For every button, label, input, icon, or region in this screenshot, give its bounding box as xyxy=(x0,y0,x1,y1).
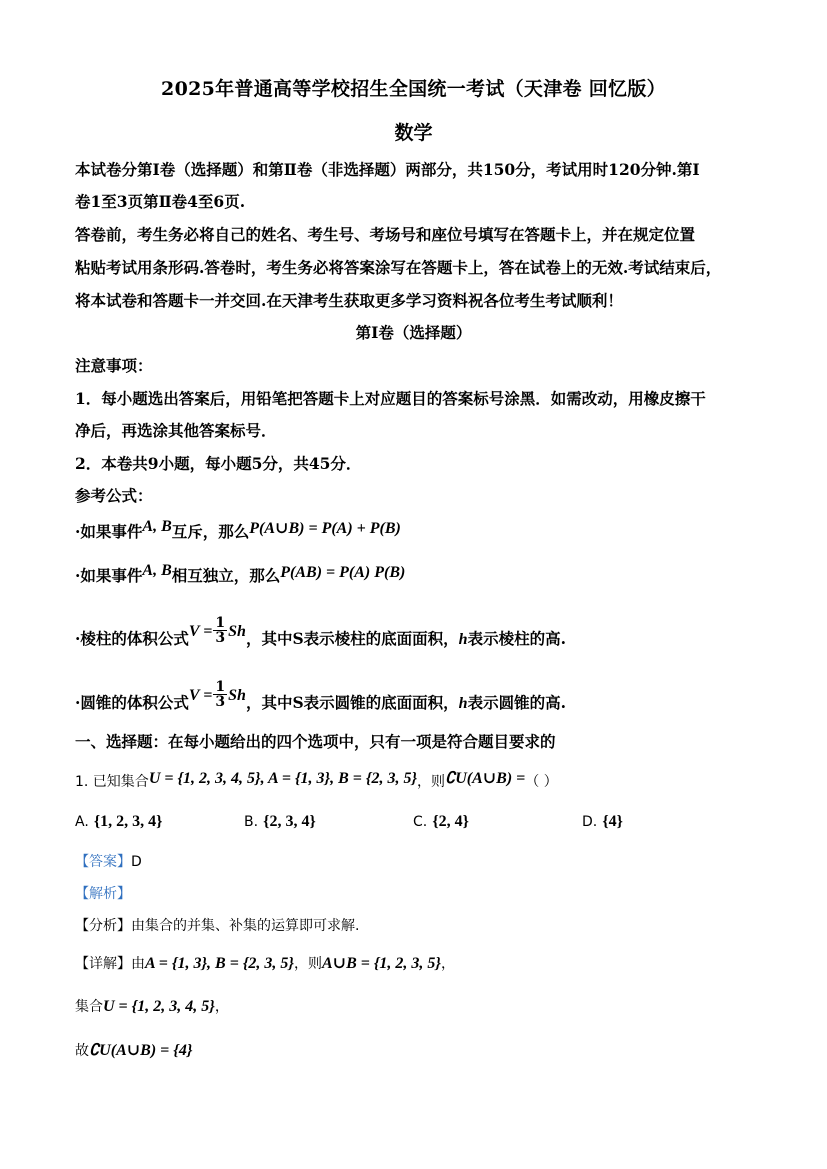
formula-4-numerator: 1 xyxy=(215,679,226,695)
option-b xyxy=(244,811,316,831)
section1-heading: 第Ⅰ卷（选择题） xyxy=(355,323,472,342)
option-b-value: {2, 3, 4} xyxy=(263,813,316,830)
formula-1-vars: A, B xyxy=(142,518,172,535)
formula-4-fraction xyxy=(213,680,227,709)
detail-given-sets: A = {1, 3}, B = {2, 3, 5} xyxy=(145,955,294,972)
formula-2-prefix: ·如果事件 xyxy=(75,566,143,585)
formula-1-mid: 互斥，那么 xyxy=(171,522,250,541)
detail-line-3 xyxy=(75,1040,765,1060)
formula-2-expression: P(AB) = P(A) P(B) xyxy=(280,564,406,581)
formula-4-prefix: ·圆锥的体积公式 xyxy=(75,693,189,712)
notes-item2: 2．本卷共9小题，每小题5分，共45分． xyxy=(75,454,362,473)
formula-3-lhs: V = xyxy=(188,623,213,640)
question-1-expression: ∁U(A∪B) = xyxy=(445,770,526,787)
fenxi-text: 由集合的并集、补集的运算即可求解. xyxy=(131,918,360,934)
option-c-label: C. xyxy=(413,814,428,830)
question-1-stem xyxy=(75,768,765,791)
formula-3-numerator: 1 xyxy=(215,615,226,631)
formula-4-lhs: V = xyxy=(188,687,213,704)
answer-tag: 【答案】 xyxy=(75,854,131,870)
intro-line-5: 将本试卷和答题卡一并交回.在天津考生获取更多学习资料祝各位考生考试顺利！ xyxy=(75,291,623,310)
formula-3-prefix: ·棱柱的体积公式 xyxy=(75,629,189,648)
option-c xyxy=(413,811,469,831)
detail-line-2-suffix: ， xyxy=(214,999,229,1015)
intro-line-1: 本试卷分第Ⅰ卷（选择题）和第Ⅱ卷（非选择题）两部分，共150分，考试用时120分钟.第Ⅰ xyxy=(75,160,700,179)
formula-3-suffix-2: 表示棱柱的高. xyxy=(467,629,566,648)
formulas-heading: 参考公式： xyxy=(75,486,153,505)
detail-universal-set: U = {1, 2, 3, 4, 5} xyxy=(103,998,215,1015)
subject-title: 数学 xyxy=(394,122,433,144)
formula-3-denominator: 3 xyxy=(215,630,226,646)
intro-line-3: 答卷前，考生务必将自己的姓名、考生号、考场号和座位号填写在答题卡上，并在规定位置 xyxy=(75,225,696,244)
option-a-label: A. xyxy=(75,814,89,830)
formula-4-h: h xyxy=(458,695,468,712)
detail-tag: 【详解】 xyxy=(75,956,131,972)
formula-4-denominator: 3 xyxy=(215,694,226,710)
question-1-sets: U = {1, 2, 3, 4, 5}, A = {1, 3}, B = {2, 3, 5} xyxy=(148,770,418,787)
exam-title: 2025年普通高等学校招生全国统一考试（天津卷 回忆版） xyxy=(161,78,666,100)
fenxi-tag: 【分析】 xyxy=(75,918,131,934)
formula-2-mid: 相互独立，那么 xyxy=(171,566,281,585)
formula-4-suffix-1: ，其中S表示圆锥的底面面积， xyxy=(245,693,459,712)
formula-1-prefix: ·如果事件 xyxy=(75,522,143,541)
formula-4-suffix-2: 表示圆锥的高. xyxy=(467,693,566,712)
fenxi-line xyxy=(75,915,765,935)
formula-4-rhs: Sh xyxy=(228,687,246,704)
option-d xyxy=(582,811,623,831)
option-a xyxy=(75,811,162,831)
detail-line-2-prefix: 集合 xyxy=(75,999,103,1015)
detail-union: A∪B = {1, 2, 3, 5} xyxy=(321,955,441,972)
detail-comma: ， xyxy=(441,956,455,972)
intro-line-4: 粘贴考试用条形码.答卷时，考生务必将答案涂写在答题卡上，答在试卷上的无效.考试结束后， xyxy=(75,258,722,277)
formula-prism-volume xyxy=(75,616,765,649)
detail-then: ，则 xyxy=(293,956,322,972)
formula-independent xyxy=(75,562,765,586)
detail-line-3-prefix: 故 xyxy=(75,1043,89,1059)
detail-line-2 xyxy=(75,996,765,1016)
analysis-tag: 【解析】 xyxy=(75,886,131,902)
detail-you: 由 xyxy=(131,956,145,972)
formula-3-fraction xyxy=(213,616,227,645)
formula-3-suffix-1: ，其中S表示棱柱的底面面积， xyxy=(245,629,459,648)
notes-item1-line1: 1．每小题选出答案后，用铅笔把答题卡上对应题目的答案标号涂黑．如需改动，用橡皮擦干 xyxy=(75,389,706,408)
notes-item1-line2: 净后，再选涂其他答案标号． xyxy=(75,421,277,440)
option-d-label: D. xyxy=(582,814,598,830)
formula-3-h: h xyxy=(458,631,468,648)
detail-result: ∁U(A∪B) = {4} xyxy=(89,1042,193,1059)
formula-2-vars: A, B xyxy=(142,562,172,579)
part1-heading: 一、选择题：在每小题给出的四个选项中，只有一项是符合题目要求的 xyxy=(75,732,556,751)
question-1-then: ，则 xyxy=(417,774,446,790)
answer-line xyxy=(75,851,765,871)
notes-heading: 注意事项： xyxy=(75,356,153,375)
option-c-value: {2, 4} xyxy=(432,813,469,830)
detail-line-1 xyxy=(75,953,765,973)
formula-cone-volume xyxy=(75,680,765,713)
formula-3-rhs: Sh xyxy=(228,623,246,640)
answer-value: D xyxy=(131,854,142,870)
question-1-prefix: 1. 已知集合 xyxy=(75,774,149,790)
formula-1-expression: P(A∪B) = P(A) + P(B) xyxy=(249,520,401,537)
option-d-value: {4} xyxy=(602,813,623,830)
formula-mutually-exclusive xyxy=(75,518,765,542)
option-b-label: B. xyxy=(244,814,259,830)
question-1-blank: （ ） xyxy=(525,774,558,790)
option-a-value: {1, 2, 3, 4} xyxy=(93,813,163,830)
intro-line-2: 卷1至3页第Ⅱ卷4至6页. xyxy=(75,192,246,211)
